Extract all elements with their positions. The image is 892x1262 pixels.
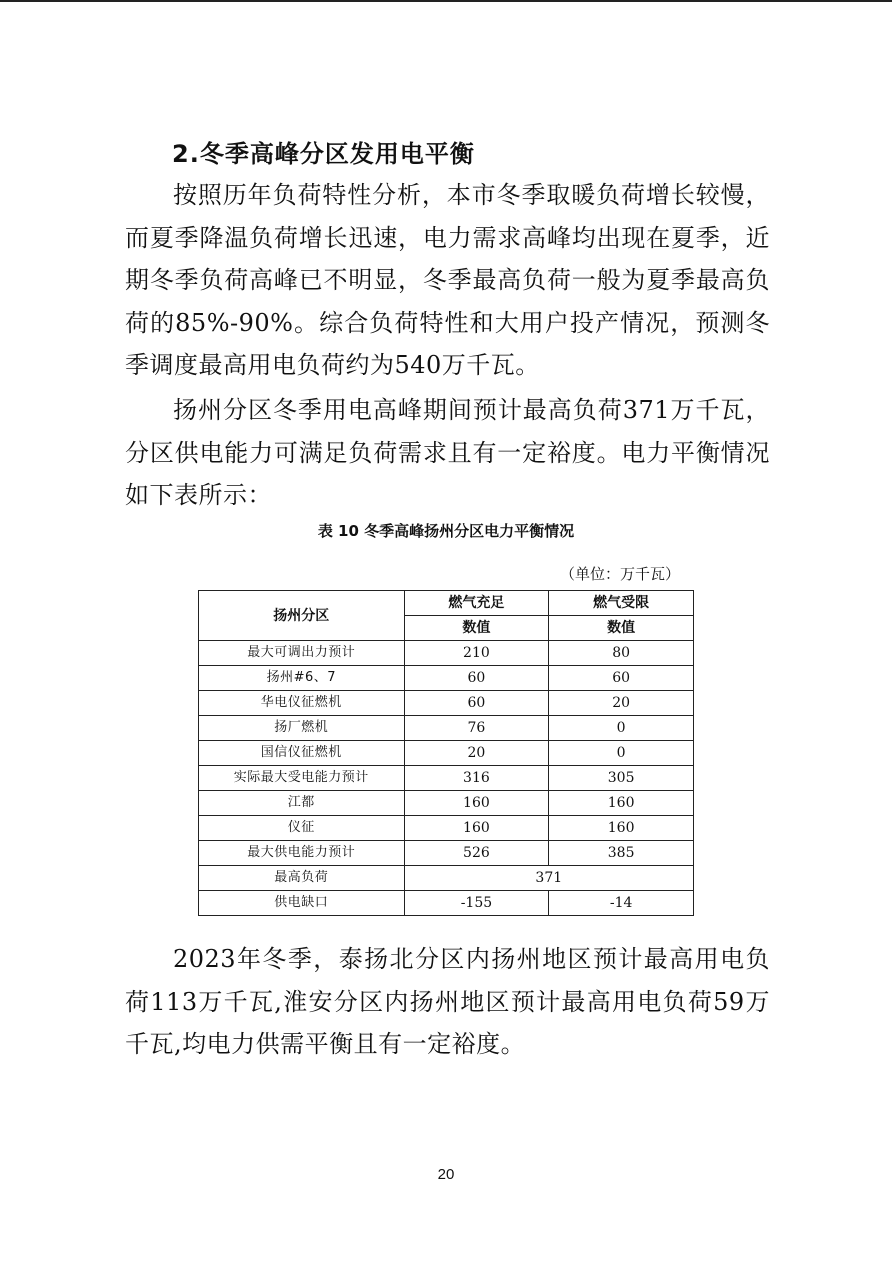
row-label: 仪征 [199,816,405,841]
row-label: 华电仪征燃机 [199,691,405,716]
row-value-sufficient: 60 [404,691,549,716]
row-label: 最大供电能力预计 [199,841,405,866]
row-value-limited: 0 [549,741,694,766]
row-value-limited: 160 [549,791,694,816]
row-value-limited: 80 [549,641,694,666]
header-gas-limited: 燃气受限 [549,591,694,616]
page-number: 20 [437,1166,455,1183]
paragraph-yangzhou-zone: 扬州分区冬季用电高峰期间预计最高负荷371万千瓦，分区供电能力可满足负荷需求且有一定裕度。电力平衡情况如下表所示： [125,396,770,509]
row-value-sufficient: -155 [404,891,549,916]
table-row [199,816,694,841]
table-row [199,691,694,716]
table-row [199,791,694,816]
table-row [199,666,694,691]
row-value-sufficient: 210 [404,641,549,666]
row-value-limited: 60 [549,666,694,691]
table-row-supply-gap [199,891,694,916]
subheader-value-1: 数值 [404,616,549,641]
paragraph-load-analysis: 按照历年负荷特性分析，本市冬季取暖负荷增长较慢，而夏季降温负荷增长迅速，电力需求高峰均出现在夏季，近期冬季负荷高峰已不明显，冬季最高负荷一般为夏季最高负荷的85%-90%。综合负荷特性和大用户投产情况，预测冬季调度最高用电负荷约为540万千瓦。 [125,181,770,379]
header-gas-sufficient: 燃气充足 [404,591,549,616]
table-row-max-load [199,866,694,891]
header-zone: 扬州分区 [199,591,405,641]
max-load-value: 371 [404,866,693,891]
table-row [199,716,694,741]
row-value-limited: 20 [549,691,694,716]
table-row [199,841,694,866]
row-value-limited: 160 [549,816,694,841]
row-value-limited: 305 [549,766,694,791]
row-value-limited: 385 [549,841,694,866]
row-value-sufficient: 20 [404,741,549,766]
paragraph-2023-winter: 2023年冬季，泰扬北分区内扬州地区预计最高用电负荷113万千瓦,淮安分区内扬州地区预计最高用电负荷59万千瓦,均电力供需平衡且有一定裕度。 [125,945,770,1058]
table-row [199,741,694,766]
table-row [199,641,694,666]
row-value-sufficient: 526 [404,841,549,866]
row-label: 国信仪征燃机 [199,741,405,766]
row-label: 最大可调出力预计 [199,641,405,666]
row-value-sufficient: 160 [404,816,549,841]
row-value-sufficient: 160 [404,791,549,816]
row-label: 最高负荷 [199,866,405,891]
table-unit: （单位：万千瓦） [560,565,681,583]
row-value-sufficient: 60 [404,666,549,691]
row-label: 实际最大受电能力预计 [199,766,405,791]
row-label: 扬厂燃机 [199,716,405,741]
row-label: 扬州#6、7 [199,666,405,691]
row-label: 供电缺口 [199,891,405,916]
row-value-limited: -14 [549,891,694,916]
row-value-sufficient: 316 [404,766,549,791]
table-header-row [199,591,694,616]
row-value-limited: 0 [549,716,694,741]
table-title: 表 10 冬季高峰扬州分区电力平衡情况 [317,522,575,540]
section-heading: 2.冬季高峰分区发用电平衡 [172,140,475,168]
power-balance-table [198,590,694,916]
table-row [199,766,694,791]
row-label: 江都 [199,791,405,816]
subheader-value-2: 数值 [549,616,694,641]
row-value-sufficient: 76 [404,716,549,741]
